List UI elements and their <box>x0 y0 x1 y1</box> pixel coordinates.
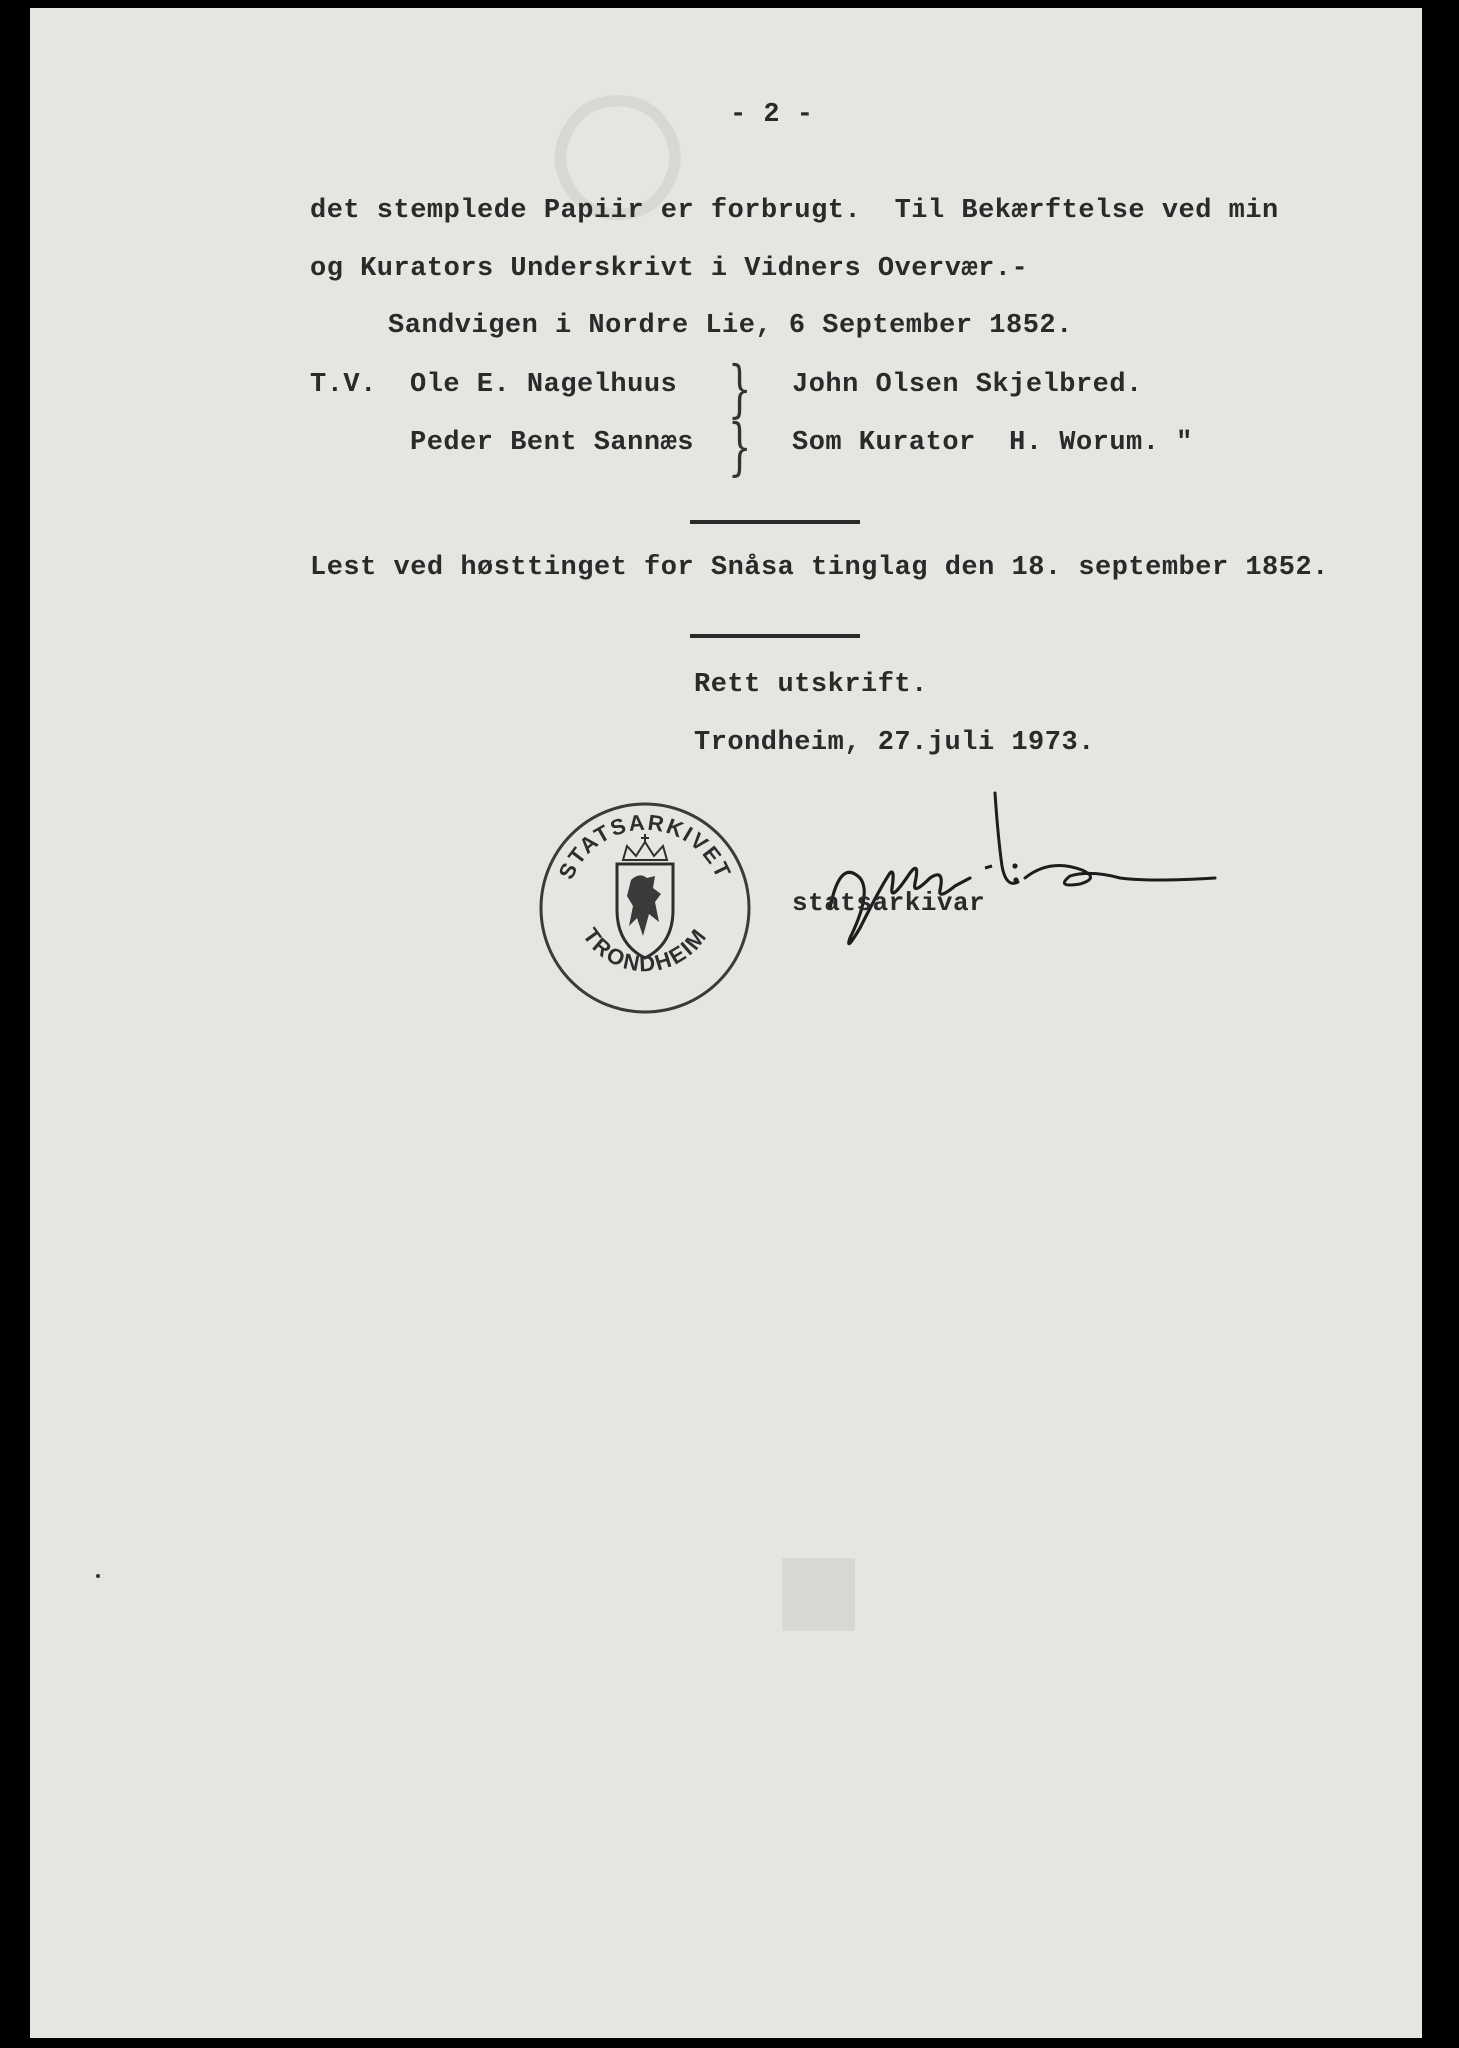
certification-line-2: Trondheim, 27.juli 1973. <box>694 728 1095 758</box>
svg-text:TRONDHEIM <box>578 923 712 977</box>
page-number: - 2 - <box>730 100 814 130</box>
signer-2: Som Kurator H. Worum. " <box>792 428 1193 458</box>
stamp-top-text: STATSARKIVET <box>553 809 737 884</box>
brace-glyph: } <box>727 410 752 483</box>
bleed-through-mark: ■ <box>741 1549 910 1640</box>
read-note: Lest ved høsttinget for Snåsa tinglag den 18. september 1852. <box>310 553 1329 583</box>
witness-prefix: T.V. <box>310 370 377 400</box>
divider-rule <box>690 520 860 524</box>
stamp-bottom-text: TRONDHEIM <box>578 922 713 977</box>
svg-text:STATSARKIVET <box>553 810 736 883</box>
certification-line-1: Rett utskrift. <box>694 670 928 700</box>
crown-icon <box>623 834 667 860</box>
bleed-through-mark: ◯ <box>560 90 695 225</box>
archive-stamp <box>535 798 755 1018</box>
witness-1: Ole E. Nagelhuus <box>410 370 678 400</box>
body-line-2: og Kurators Underskrivt i Vidners Overvær.- <box>310 254 1029 284</box>
handwritten-signature <box>820 778 1220 958</box>
witness-2: Peder Bent Sannæs <box>410 428 694 458</box>
speck <box>96 1574 100 1578</box>
document-page <box>30 8 1422 2038</box>
divider-rule <box>690 634 860 638</box>
body-line-1: det stemplede Papiir er forbrugt. Til Bekærftelse ved min <box>310 196 1279 226</box>
coat-of-arms-icon <box>617 864 673 958</box>
brace-glyph: } <box>727 352 752 425</box>
signer-1: John Olsen Skjelbred. <box>792 370 1143 400</box>
signature-title: statsarkivar <box>792 888 986 918</box>
body-line-3: Sandvigen i Nordre Lie, 6 September 1852. <box>388 311 1073 341</box>
